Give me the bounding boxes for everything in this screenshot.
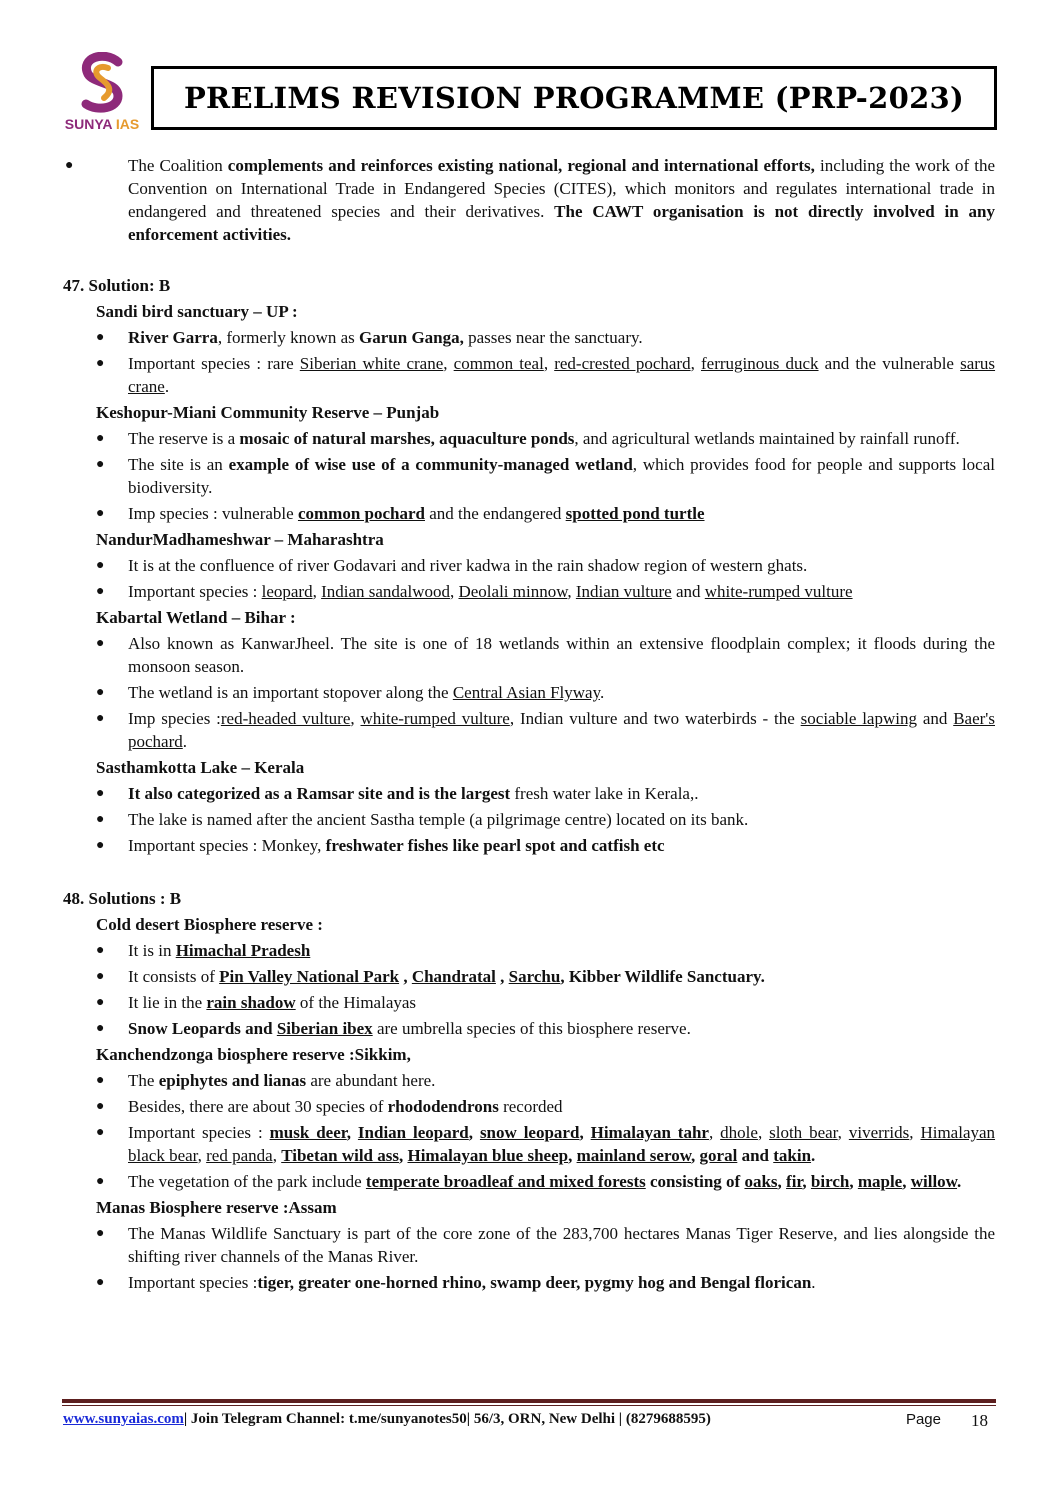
bullet-icon: ●: [96, 1226, 105, 1241]
text-run: Tibetan wild ass: [281, 1146, 399, 1165]
text-run: are umbrella species of this biosphere reserve.: [372, 1019, 691, 1038]
bullet-item: [63, 1095, 995, 1118]
text-run: oaks: [744, 1172, 778, 1191]
bullet-icon: ●: [96, 943, 105, 958]
text-run: birch: [810, 1172, 850, 1191]
website-link[interactable]: www.sunyaias.com: [63, 1411, 184, 1427]
bullet-icon: ●: [96, 685, 105, 700]
text-run: The Coalition: [128, 156, 228, 175]
text-run: Himalayan black bear: [128, 1123, 996, 1165]
text-run: freshwater fishes like pearl spot and catfish etc: [325, 836, 665, 855]
text-run: Siberian white crane: [299, 354, 444, 373]
text-run: common teal: [453, 354, 544, 373]
bullet-icon: ●: [96, 969, 105, 984]
text-run: willow: [910, 1172, 958, 1191]
bullet-icon: ●: [96, 457, 105, 472]
text-run: ,: [849, 1172, 858, 1191]
text-run: Deolali minnow: [458, 582, 568, 601]
bullet-icon: ●: [65, 158, 74, 173]
bullet-icon: ●: [96, 636, 105, 651]
bullet-item: [63, 453, 995, 499]
text-run: Kabartal Wetland – Bihar :: [96, 608, 296, 627]
text-run: maple: [857, 1172, 903, 1191]
text-run: Sikkim,: [354, 1045, 411, 1064]
text-run: Also known as KanwarJheel. The site is one of 18 wetlands within an extensive floodplain complex; it floods during the monsoon season.: [128, 634, 995, 676]
bullet-item: [63, 707, 995, 753]
text-run: temperate broadleaf and mixed forests: [365, 1172, 646, 1191]
bullet-item: [63, 352, 995, 398]
title-box: [151, 66, 997, 130]
text-run: , Indian vulture and two waterbirds - the: [509, 709, 801, 728]
text-run: Sasthamkotta Lake – Kerala: [96, 758, 305, 777]
text-run: ,: [350, 709, 361, 728]
text-run: mosaic of natural marshes, aquaculture ponds: [239, 429, 575, 448]
text-run: ,: [777, 1172, 787, 1191]
bullet-item: [63, 632, 995, 678]
bullet-item: [63, 782, 995, 805]
page-label: Page: [905, 1411, 941, 1428]
bullet-item: [63, 808, 995, 831]
text-run: ,: [398, 1146, 408, 1165]
logo-text: SUNYA IAS: [64, 116, 140, 132]
text-run: sloth bear: [769, 1123, 838, 1142]
text-run: Sandi bird sanctuary – UP: [96, 302, 288, 321]
text-run: mainland serow: [576, 1146, 692, 1165]
bullet-item: [63, 1017, 995, 1040]
bullet-icon: ●: [96, 1021, 105, 1036]
text-run: Important species :: [128, 1273, 258, 1292]
bullet-item: [63, 326, 995, 349]
text-run: red-headed vulture: [220, 709, 351, 728]
text-run: red-crested pochard: [554, 354, 691, 373]
bullet-item: [63, 154, 995, 246]
text-run: ), which monitors and regulates international trade in endangered and threatened species and their derivatives.: [128, 179, 995, 221]
text-run: .: [811, 1146, 816, 1165]
text-run: It is in: [128, 941, 176, 960]
text-run: Important species : Monkey,: [128, 836, 326, 855]
text-run: viverrids: [848, 1123, 910, 1142]
text-run: , Kibber Wildlife Sanctuary.: [560, 967, 765, 986]
text-run: and: [737, 1146, 774, 1165]
text-run: , formerly known as: [217, 328, 360, 347]
text-run: Important species : rare: [128, 354, 300, 373]
bullet-item: [63, 427, 995, 450]
logo-s-icon: [74, 52, 130, 114]
text-run: are abundant here.: [306, 1071, 436, 1090]
text-run: Indian leopard: [357, 1123, 469, 1142]
text-run: common pochard: [297, 504, 425, 523]
text-run: ,: [690, 354, 701, 373]
bullet-item: [63, 1222, 995, 1268]
text-run: Kanchendzonga biosphere reserve :: [96, 1045, 355, 1064]
page-title: PRELIMS REVISION PROGRAMME (PRP-2023): [183, 81, 965, 115]
text-run: ,: [449, 582, 459, 601]
text-run: ,: [837, 1123, 849, 1142]
bullet-item: [63, 939, 995, 962]
text-run: white-rumped vulture: [360, 709, 510, 728]
bullet-icon: ●: [96, 356, 105, 371]
text-run: , which provides food for people and supports local biodiversity.: [128, 455, 995, 497]
text-run: dhole: [720, 1123, 758, 1142]
text-run: ,: [757, 1123, 770, 1142]
bullet-icon: ●: [96, 1073, 105, 1088]
text-run: epiphytes and lianas: [158, 1071, 307, 1090]
text-run: and the vulnerable: [818, 354, 961, 373]
text-run: NandurMadhameshwar – Maharashtra: [96, 530, 384, 549]
text-run: passes near the sanctuary.: [463, 328, 643, 347]
text-run: white-rumped vulture: [704, 582, 853, 601]
text-run: , and agricultural wetlands maintained by rainfall runoff.: [574, 429, 960, 448]
text-run: fir: [786, 1172, 803, 1191]
bullet-item: [63, 580, 995, 603]
text-run: Siberian ibex: [276, 1019, 373, 1038]
text-run: The CAWT organisation is not directly involved in any enforcement activities.: [128, 202, 995, 244]
text-run: .: [599, 683, 605, 702]
text-run: Sarchu: [508, 967, 561, 986]
text-run: rain shadow: [206, 993, 296, 1012]
text-run: The reserve is a: [128, 429, 240, 448]
text-run: .: [182, 732, 188, 751]
text-run: ,: [312, 582, 322, 601]
text-run: sarus crane: [128, 354, 996, 396]
text-run: leopard: [261, 582, 313, 601]
text-run: The Manas Wildlife Sanctuary is part of the core zone of the 283,700 hectares Manas Tiger Reserve, and lies alongside the shifting river channels of the Manas River.: [128, 1224, 995, 1266]
text-run: Himachal Pradesh: [175, 941, 311, 960]
text-run: ferruginous duck: [700, 354, 819, 373]
text-run: spotted pond turtle: [565, 504, 705, 523]
text-run: CITES: [559, 179, 607, 198]
text-run: The site is an: [128, 455, 229, 474]
bullet-item: [63, 1170, 995, 1193]
text-run: The lake is named after the ancient Sastha temple (a pilgrimage centre) located on its bank.: [128, 810, 749, 829]
text-run: ,: [443, 354, 454, 373]
text-run: recorded: [498, 1097, 563, 1116]
text-run: ,: [567, 582, 576, 601]
bullet-icon: ●: [96, 584, 105, 599]
text-run: It is at the confluence of river Godavari and river kadwa in the rain shadow region of western ghats.: [128, 556, 808, 575]
section-subheading: [63, 913, 995, 936]
text-run: ,: [468, 1123, 480, 1142]
text-run: consisting of: [645, 1172, 745, 1191]
text-run: 48. Solutions : B: [63, 889, 182, 908]
text-run: Imp species : vulnerable: [128, 504, 298, 523]
text-run: Baer's pochard: [128, 709, 995, 751]
text-run: ,: [272, 1146, 282, 1165]
footer-rule: [62, 1399, 996, 1403]
text-run: Pin Valley National Park: [219, 967, 400, 986]
bullet-icon: ●: [96, 711, 105, 726]
text-run: River Garra: [128, 328, 218, 347]
text-run: ,: [902, 1172, 911, 1191]
section-subheading: [63, 1196, 995, 1219]
text-run: of the Himalayas: [295, 993, 417, 1012]
text-run: 47. Solution: B: [63, 276, 171, 295]
footer: [63, 1411, 988, 1431]
text-run: musk deer: [269, 1123, 347, 1142]
bullet-icon: ●: [96, 1125, 105, 1140]
text-run: fresh water lake in Kerala,.: [510, 784, 699, 803]
text-run: including the work of the Convention on International Trade in Endangered Species (: [128, 156, 995, 198]
bullet-icon: ●: [96, 1174, 105, 1189]
sunya-ias-logo: [60, 52, 144, 138]
text-run: Manas Biosphere reserve :: [96, 1198, 289, 1217]
text-run: Chandratal: [411, 967, 496, 986]
text-run: .: [811, 1273, 816, 1292]
text-run: ,: [691, 1146, 700, 1165]
bullet-item: [63, 834, 995, 857]
bullet-item: [63, 1271, 995, 1294]
text-run: Indian sandalwood: [321, 582, 450, 601]
text-run: Besides, there are about 30 species of: [128, 1097, 388, 1116]
document-body: [63, 154, 995, 1297]
text-run: ,: [568, 1146, 577, 1165]
text-run: ,: [909, 1123, 921, 1142]
text-run: ,: [197, 1146, 207, 1165]
text-run: ,: [399, 967, 412, 986]
solution-heading: [63, 887, 995, 910]
text-run: It lie in the: [128, 993, 207, 1012]
text-run: It also categorized as a Ramsar site and is the largest: [128, 784, 511, 803]
text-run: Keshopur-Miani Community Reserve – Punjab: [96, 403, 440, 422]
text-run: rhododendrons: [387, 1097, 499, 1116]
text-run: tiger, greater one-horned rhino, swamp deer, pygmy hog and Bengal florican: [257, 1273, 812, 1292]
bullet-icon: ●: [96, 1099, 105, 1114]
section-subheading: [63, 756, 995, 779]
text-run: complements and reinforces existing national, regional and international efforts,: [227, 156, 815, 175]
text-run: :: [287, 302, 298, 321]
text-run: Important species :: [128, 1123, 270, 1142]
bullet-item: [63, 965, 995, 988]
bullet-item: [63, 681, 995, 704]
text-run: ,: [495, 967, 509, 986]
page-number: 18: [971, 1411, 988, 1430]
section-subheading: [63, 1043, 995, 1066]
text-run: Imp species :: [128, 709, 221, 728]
bullet-item: [63, 1121, 995, 1167]
text-run: takin: [773, 1146, 812, 1165]
text-run: Garun Ganga,: [359, 328, 464, 347]
text-run: The vegetation of the park include: [128, 1172, 366, 1191]
section-subheading: [63, 606, 995, 629]
bullet-item: [63, 502, 995, 525]
text-run: Indian vulture: [575, 582, 672, 601]
text-run: It consists of: [128, 967, 220, 986]
bullet-icon: ●: [96, 558, 105, 573]
section-subheading: [63, 528, 995, 551]
bullet-icon: ●: [96, 1275, 105, 1290]
bullet-icon: ●: [96, 506, 105, 521]
solution-heading: [63, 274, 995, 297]
bullet-icon: ●: [96, 838, 105, 853]
bullet-icon: ●: [96, 431, 105, 446]
text-run: Snow Leopards and: [128, 1019, 277, 1038]
text-run: ,: [346, 1123, 358, 1142]
text-run: and: [916, 709, 954, 728]
text-run: ,: [708, 1123, 721, 1142]
text-run: .: [164, 377, 170, 396]
text-run: Central Asian Flyway: [452, 683, 600, 702]
section-subheading: [63, 300, 995, 323]
text-run: goral: [699, 1146, 738, 1165]
bullet-icon: ●: [96, 330, 105, 345]
bullet-icon: ●: [96, 786, 105, 801]
text-run: snow leopard: [479, 1123, 580, 1142]
text-run: example of wise use of a community-managed wetland: [228, 455, 633, 474]
text-run: Cold desert Biosphere reserve :: [96, 915, 323, 934]
text-run: .: [957, 1172, 962, 1191]
footer-contact: | Join Telegram Channel: t.me/sunyanotes50| 56/3, ORN, New Delhi | (8279688595): [183, 1411, 711, 1427]
text-run: ,: [579, 1123, 591, 1142]
text-run: Himalayan blue sheep: [407, 1146, 569, 1165]
text-run: ,: [543, 354, 555, 373]
text-run: sociable lapwing: [800, 709, 917, 728]
text-run: Important species :: [128, 582, 262, 601]
text-run: Himalayan tahr: [590, 1123, 709, 1142]
bullet-item: [63, 991, 995, 1014]
text-run: and: [671, 582, 705, 601]
text-run: The: [128, 1071, 159, 1090]
footer-rule-thin: [62, 1405, 996, 1406]
text-run: The wetland is an important stopover along the: [128, 683, 453, 702]
text-run: and the endangered: [424, 504, 566, 523]
section-subheading: [63, 401, 995, 424]
text-run: Assam: [288, 1198, 337, 1217]
bullet-item: [63, 1069, 995, 1092]
bullet-item: [63, 554, 995, 577]
text-run: red panda: [206, 1146, 273, 1165]
text-run: ,: [802, 1172, 811, 1191]
bullet-icon: ●: [96, 812, 105, 827]
bullet-icon: ●: [96, 995, 105, 1010]
